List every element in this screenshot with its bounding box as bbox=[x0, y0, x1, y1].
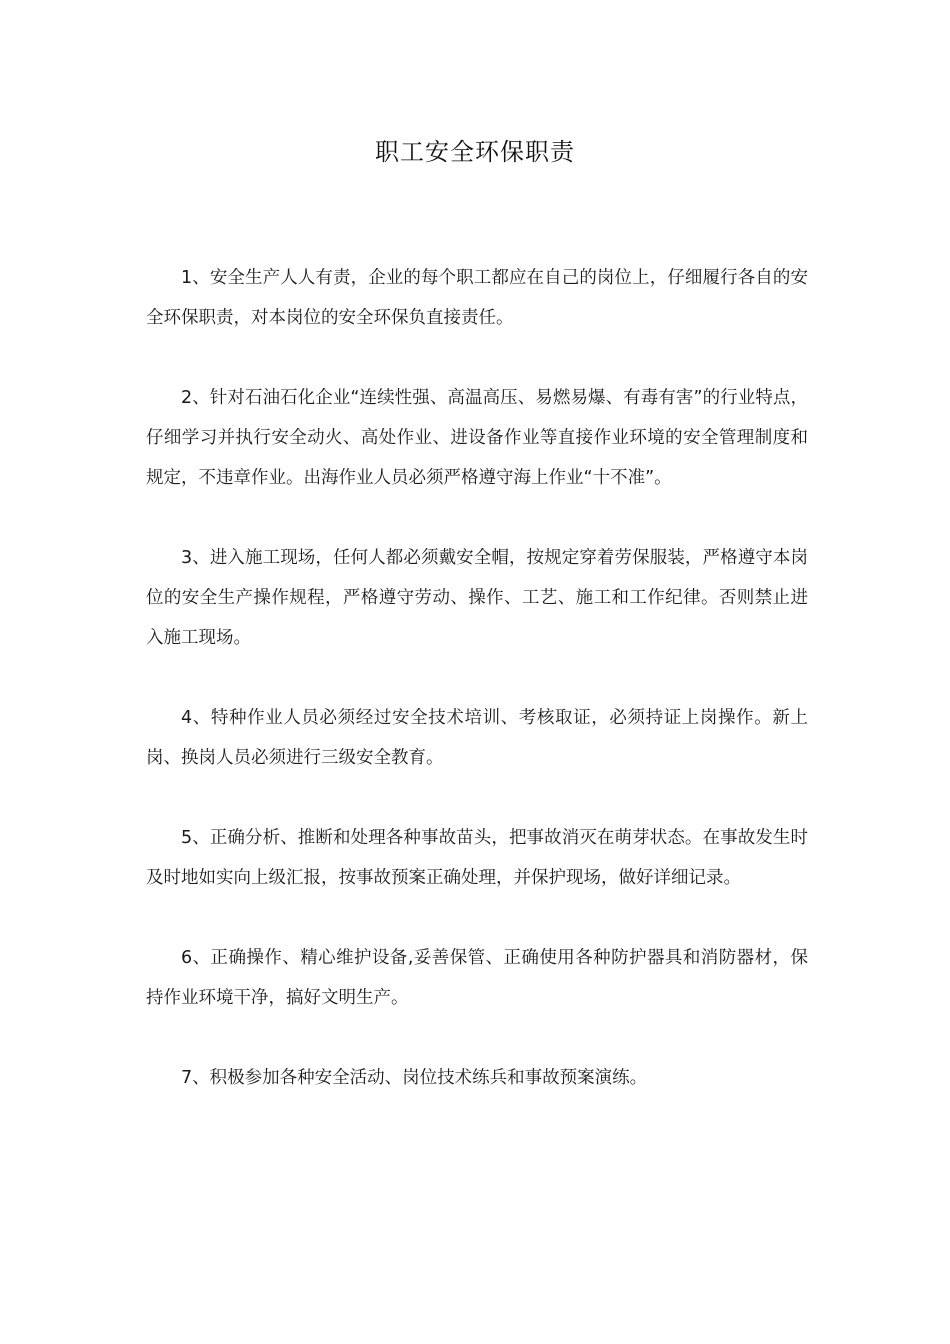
paragraph-1: 1、安全生产人人有责，企业的每个职工都应在自己的岗位上，仔细履行各自的安全环保职责，对本岗位的安全环保负直接责任。 bbox=[146, 268, 808, 328]
document-body bbox=[146, 258, 808, 1098]
paragraph-6: 6、正确操作、精心维护设备,妥善保管、正确使用各种防护器具和消防器材，保持作业环境干净，搞好文明生产。 bbox=[146, 948, 808, 1008]
paragraph-5: 5、正确分析、推断和处理各种事故苗头，把事故消灭在萌芽状态。在事故发生时及时地如实向上级汇报，按事故预案正确处理，并保护现场，做好详细记录。 bbox=[146, 828, 808, 888]
paragraph-7: 7、积极参加各种安全活动、岗位技术练兵和事故预案演练。 bbox=[181, 1068, 648, 1088]
paragraph-3: 3、进入施工现场，任何人都必须戴安全帽，按规定穿着劳保服装，严格遵守本岗位的安全生产操作规程，严格遵守劳动、操作、工艺、施工和工作纪律。否则禁止进入施工现场。 bbox=[146, 548, 808, 648]
paragraph-2: 2、针对石油石化企业“连续性强、高温高压、易燃易爆、有毒有害”的行业特点，仔细学习并执行安全动火、高处作业、进设备作业等直接作业环境的安全管理制度和规定，不违章作业。出海作业人员必须严格遵守海上作业“十不准”。 bbox=[146, 388, 808, 488]
paragraph-4: 4、特种作业人员必须经过安全技术培训、考核取证，必须持证上岗操作。新上岗、换岗人员必须进行三级安全教育。 bbox=[146, 708, 808, 768]
document-title: 职工安全环保职责 bbox=[375, 138, 575, 166]
